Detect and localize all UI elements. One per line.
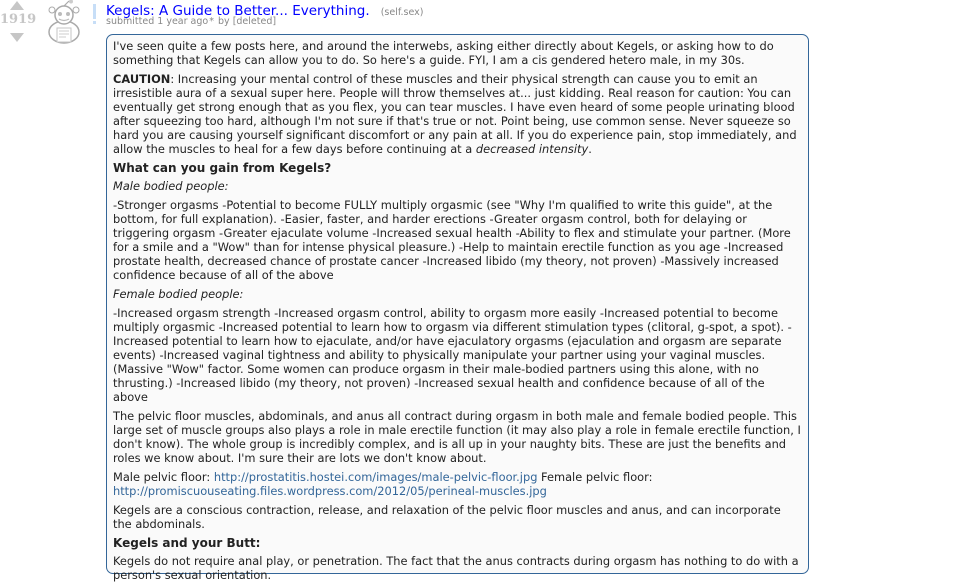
tagline-submitted: submitted — [106, 16, 155, 27]
intro-paragraph: I've seen quite a few posts here, and around the interwebs, asking either directly about Kegels, or asking how to do something that Kegels can allow you to do. So here's a guide. FYI, I am a cis gendered hetero male, in my 30s. — [113, 39, 774, 67]
tagline-age: 1 year ago — [157, 16, 209, 27]
caution-text: : Increasing your mental control of these muscles and their physical strength can cause you to emit an irresistible aura of a sexual super here. People will throw themselves at... just kidding. Real reason for caution: You can eventually get strong enough that as you flex, you can tear muscles. I have even heard of some people urinating blood after squeezing too hard, although I'm not sure if that's true or not. Point being, use common sense. Never squeeze so hard you are causing yourself significant discomfort or any pain at all. If you do experience pain, stop immediately, and allow the muscles to heal for a few days before continuing at a — [113, 72, 797, 156]
vote-column — [0, 0, 40, 50]
pelvic-floor-links: Male pelvic floor: http://prostatitis.hostei.com/images/male-pelvic-floor.jpg Female pelvic floor: http://promiscuouseating.files.wordpress.com/2012/05/perineal-muscles.jpg — [113, 470, 653, 498]
expando-exclamation-icon — [92, 4, 97, 23]
kegels-definition: Kegels are a conscious contraction, release, and relaxation of the pelvic floor muscles and anus, and can incorporate the abdominals. — [113, 503, 781, 531]
butt-paragraph: Kegels do not require anal play, or penetration. The fact that the anus contracts during orgasm has nothing to do with a person's sexual orientation. — [113, 554, 799, 582]
caution-end: . — [588, 142, 592, 156]
heading-gain: What can you gain from Kegels? — [113, 161, 332, 175]
pelvic-paragraph: The pelvic floor muscles, abdominals, and anus all contract during orgasm in both male and female bodied people. This large set of muscle groups also plays a role in male erectile function (it may also play a role in female erectile function, I don't know). The whole group is incredibly complex, and is all up in your naughty bits. These are just the benefits and roles we know about. I'm sure their are lots we don't know about. — [113, 409, 801, 465]
female-pelvic-floor-link[interactable]: http://promiscuouseating.files.wordpress.com/2012/05/perineal-muscles.jpg — [113, 484, 547, 498]
female-benefits: -Increased orgasm strength -Increased orgasm control, ability to orgasm more easily -Increased potential to become multiply orgasmic -Increased potential to learn how to orgasm via different stimulation types (clitoral, g-spot, a spot). -Increased potential to learn how to ejaculate, and/or have ejaculatory orgasms (ejaculation and orgasm are separate events) -Increased vaginal tightness and ability to physically manipulate your partner using your vaginal muscles. (Massive "Wow" factor. Some women can produce orgasm in their male-bodied partners using this alone, with no thrusting.) -Increased libido (my theory, not proven) -Increased sexual health and confidence because of all of the above — [113, 306, 792, 404]
female-label: Female bodied people: — [113, 287, 244, 301]
upvote-arrow-icon[interactable] — [10, 1, 24, 10]
tagline — [106, 16, 276, 27]
caution-emphasis: decreased intensity — [475, 142, 589, 156]
tagline-by: by — [218, 16, 230, 27]
caution-label: CAUTION — [113, 72, 171, 86]
heading-butt: Kegels and your Butt: — [113, 536, 261, 550]
post-body — [106, 34, 809, 582]
male-pelvic-floor-link[interactable]: http://prostatitis.hostei.com/images/male-pelvic-floor.jpg — [213, 470, 538, 484]
post-domain[interactable]: (self.sex) — [380, 7, 424, 18]
male-benefits: -Stronger orgasms -Potential to become FULLY multiply orgasmic (see "Why I'm qualified to write this guide", at the bottom, for full explanation). -Easier, faster, and harder erections -Greater orgasm control, both for delaying or triggering orgasm -Greater ejaculate volume -Increased sexual health -Ability to flex and stimulate your partner. (More for a smile and a "Wow" than for intense physical pleasure.) -Help to maintain erectile function as you age -Increased prostate health, decreased chance of prostate cancer -Increased libido (my theory, not proven) -Massively increased confidence because of all of the above — [113, 198, 791, 282]
edited-star: * — [209, 16, 214, 27]
male-label: Male bodied people: — [113, 179, 229, 193]
tagline-author: [deleted] — [232, 16, 277, 27]
caution-paragraph — [113, 72, 802, 156]
post-title-link[interactable]: Kegels: A Guide to Better... Everything. — [106, 3, 370, 19]
score: 1919 — [0, 12, 37, 27]
self-post-thumbnail-icon[interactable] — [40, 0, 88, 48]
downvote-arrow-icon[interactable] — [10, 33, 24, 42]
